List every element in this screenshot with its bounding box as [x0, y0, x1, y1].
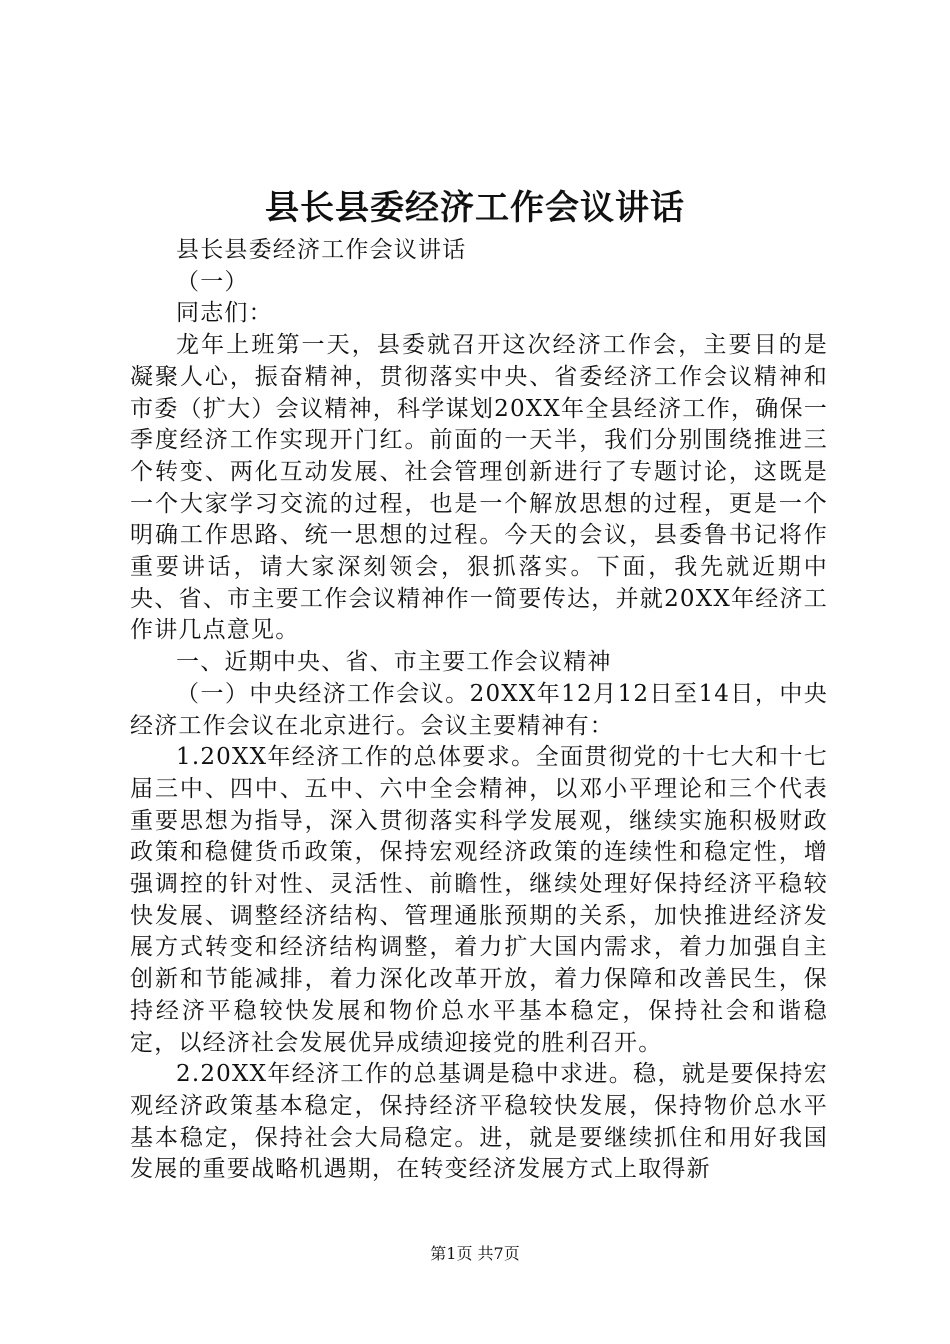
paragraph-point-two: 2.20XX年经济工作的总基调是稳中求进。稳，就是要保持宏观经济政策基本稳定，保持经济平稳较快发展，保持物价总水平基本稳定，保持社会大局稳定。进，就是要继续抓住和用好我国发展的重要战略机遇期，在转变经济发展方式上取得新	[130, 1061, 828, 1183]
paragraph-opening: 龙年上班第一天，县委就召开这次经济工作会，主要目的是凝聚人心，振奋精神，贯彻落实中央、省委经济工作会议精神和市委（扩大）会议精神，科学谋划20XX年全县经济工作，确保一季度经济工作实现开门红。前面的一天半，我们分别围绕推进三个转变、两化互动发展、社会管理创新进行了专题讨论，这既是一个大家学习交流的过程，也是一个解放思想的过程，更是一个明确工作思路、统一思想的过程。今天的会议，县委鲁书记将作重要讲话，请大家深刻领会，狠抓落实。下面，我先就近期中央、省、市主要工作会议精神作一简要传达，并就20XX年经济工作讲几点意见。	[130, 332, 828, 644]
document-title: 县长县委经济工作会议讲话	[265, 188, 685, 228]
page-indicator: 第1页 共7页	[430, 1244, 520, 1263]
paragraph-subtitle: 县长县委经济工作会议讲话	[176, 237, 467, 263]
paragraph-section-number: （一）	[176, 268, 249, 295]
document-body	[130, 235, 828, 1186]
paragraph-heading-one: 一、近期中央、省、市主要工作会议精神	[176, 649, 612, 676]
paragraph-point-one: 1.20XX年经济工作的总体要求。全面贯彻党的十七大和十七届三中、四中、五中、六中全会精神，以邓小平理论和三个代表重要思想为指导，深入贯彻落实科学发展观，继续实施积极财政政策和稳健货币政策，保持宏观经济政策的连续性和稳定性，增强调控的针对性、灵活性、前瞻性，继续处理好保持经济平稳较快发展、调整经济结构、管理通胀预期的关系，加快推进经济发展方式转变和经济结构调整，着力扩大国内需求，着力加强自主创新和节能减排，着力深化改革开放，着力保障和改善民生，保持经济平稳较快发展和物价总水平基本稳定，保持社会和谐稳定，以经济社会发展优异成绩迎接党的胜利召开。	[130, 744, 828, 1056]
paragraph-central-meeting: （一）中央经济工作会议。20XX年12月12日至14日，中央经济工作会议在北京进行。会议主要精神有：	[130, 680, 828, 739]
paragraph-salutation: 同志们：	[176, 300, 273, 327]
